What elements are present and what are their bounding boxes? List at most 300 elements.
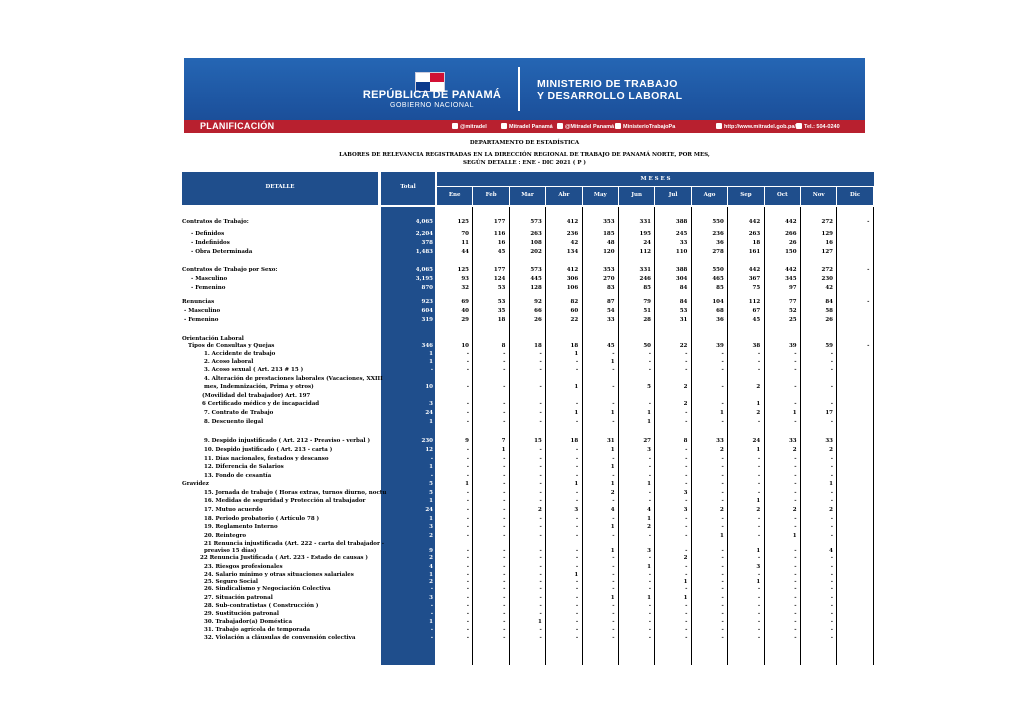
cell-ago: - — [721, 603, 724, 609]
cell-ene: 125 — [457, 267, 469, 273]
table-row — [182, 480, 874, 488]
cell-feb: - — [503, 564, 506, 570]
cell-mar: - — [539, 359, 542, 365]
cell-jun: - — [648, 351, 651, 357]
cell-jul: - — [685, 516, 688, 522]
table-row — [182, 218, 874, 226]
row-total: 1,483 — [415, 249, 433, 255]
cell-nov: 4 — [829, 548, 833, 554]
cell-nov: 84 — [825, 299, 833, 305]
row-label: 20. Reintegro — [204, 533, 247, 539]
cell-jul: - — [685, 635, 688, 641]
cell-may: - — [612, 555, 615, 561]
social-link-twitter[interactable] — [452, 123, 487, 130]
cell-mar: - — [539, 410, 542, 416]
cell-mar: - — [539, 635, 542, 641]
row-total: 1 — [429, 419, 433, 425]
cell-nov: 1 — [829, 481, 833, 487]
cell-oct: - — [794, 464, 797, 470]
row-label: 22 Renuncia Justificada ( Art. 223 - Estado de causas ) — [200, 555, 369, 561]
cell-jul: 84 — [679, 285, 688, 291]
table-row — [182, 506, 874, 514]
cell-jun: 4 — [647, 507, 651, 513]
cell-may: 270 — [603, 276, 615, 282]
cell-oct: 33 — [788, 438, 797, 444]
cell-sep: 75 — [752, 285, 761, 291]
table-row — [182, 239, 874, 247]
cell-ene: - — [466, 619, 469, 625]
cell-jun: 195 — [639, 231, 651, 237]
cell-jun: - — [648, 367, 651, 373]
cell-ago: - — [721, 498, 724, 504]
cell-jul: - — [685, 548, 688, 554]
row-total: - — [430, 367, 433, 373]
cell-feb: - — [503, 635, 506, 641]
cell-mar: 573 — [530, 267, 542, 273]
month-header-ene — [437, 187, 472, 205]
cell-ene: - — [466, 555, 469, 561]
cell-jul: - — [685, 572, 688, 578]
cell-ene: - — [466, 498, 469, 504]
cell-may: 83 — [606, 285, 615, 291]
cell-feb: 7 — [501, 438, 506, 444]
cell-abr: - — [575, 603, 579, 609]
cell-feb: - — [503, 524, 506, 530]
cell-may: 1 — [610, 447, 615, 453]
cell-jul: 53 — [679, 308, 688, 314]
cell-mar: 15 — [534, 438, 542, 444]
row-label: 24. Salario mínimo y otras situaciones salariales — [204, 572, 354, 578]
cell-nov: - — [830, 524, 833, 530]
cell-oct: - — [794, 401, 797, 407]
cell-jun: 1 — [647, 410, 651, 416]
cell-oct: 77 — [788, 299, 797, 305]
month-header-label: Ene — [448, 192, 461, 198]
cell-nov: 17 — [825, 410, 833, 416]
cell-feb: 177 — [493, 219, 506, 225]
table-row — [182, 400, 874, 408]
cell-ene: - — [466, 473, 469, 479]
cell-oct: - — [794, 635, 797, 641]
cell-ago: - — [721, 464, 724, 470]
cell-mar: 202 — [530, 249, 542, 255]
row-label: Gravidez — [182, 481, 209, 487]
row-total: 12 — [425, 447, 433, 453]
months-header-label: M E S E S — [640, 176, 671, 182]
cell-abr: 1 — [574, 351, 579, 357]
row-total: 346 — [421, 343, 433, 349]
row-label: - Obra Determinada — [191, 249, 253, 255]
cell-sep: 1 — [756, 447, 761, 453]
cell-sep: - — [757, 586, 761, 592]
cell-sep: - — [757, 464, 761, 470]
cell-abr: 106 — [566, 285, 579, 291]
cell-ago: 68 — [716, 308, 724, 314]
cell-ago: - — [721, 564, 724, 570]
ministry-title-line2: Y DESARROLLO LABORAL — [537, 90, 683, 102]
cell-jul: - — [685, 498, 688, 504]
row-total: 604 — [421, 308, 433, 314]
cell-mar: - — [539, 572, 542, 578]
row-total: 10 — [425, 384, 433, 390]
cell-ago: 2 — [719, 447, 724, 453]
cell-nov: - — [830, 384, 833, 390]
row-label: 7. Contrato de Trabajo — [204, 410, 274, 416]
row-label: Contratos de Trabajo: — [182, 219, 249, 225]
cell-may: - — [612, 635, 615, 641]
cell-jun: - — [648, 572, 651, 578]
cell-oct: 39 — [788, 343, 797, 349]
social-link-facebook[interactable] — [501, 123, 553, 130]
cell-feb: - — [503, 384, 506, 390]
row-label: Contratos de Trabajo por Sexo: — [182, 267, 278, 273]
cell-oct: - — [794, 419, 797, 425]
month-header-jun — [619, 187, 654, 205]
cell-sep: 45 — [752, 317, 761, 323]
cell-oct: 52 — [788, 308, 797, 314]
cell-nov: - — [830, 359, 833, 365]
row-total: - — [430, 627, 433, 633]
cell-ene: 10 — [461, 343, 469, 349]
cell-ene: - — [466, 635, 469, 641]
cell-abr: 306 — [566, 276, 579, 282]
cell-may: - — [612, 456, 615, 462]
cell-sep: 442 — [748, 267, 761, 273]
cell-jun: 24 — [643, 240, 651, 246]
cell-may: - — [612, 564, 615, 570]
row-label: 30. Trabajador(a) Doméstica — [204, 619, 293, 625]
cell-sep: 1 — [756, 579, 761, 585]
cell-jul: 2 — [683, 555, 688, 561]
cell-ago: - — [721, 524, 724, 530]
cell-jul: 1 — [683, 579, 688, 585]
cell-nov: - — [830, 572, 833, 578]
social-link-youtube[interactable] — [615, 123, 675, 130]
row-label: 28. Sub-contratistas ( Construcción ) — [204, 603, 319, 609]
cell-oct: - — [794, 627, 797, 633]
table-row — [182, 626, 874, 634]
cell-mar: - — [539, 401, 542, 407]
cell-may: 4 — [610, 507, 615, 513]
row-total: - — [430, 635, 433, 641]
cell-ene: 11 — [461, 240, 469, 246]
table-row — [182, 248, 874, 256]
cell-feb: - — [503, 586, 506, 592]
table-row — [182, 350, 874, 358]
cell-feb: - — [503, 498, 506, 504]
cell-mar: - — [539, 579, 542, 585]
cell-ago: 550 — [712, 267, 724, 273]
cell-nov: - — [830, 555, 833, 561]
cell-mar: 66 — [534, 308, 542, 314]
cell-nov: - — [830, 586, 833, 592]
table-row — [182, 230, 874, 238]
row-total: 1 — [429, 359, 433, 365]
row-total: 870 — [421, 285, 433, 291]
cell-sep: - — [757, 627, 761, 633]
row-label: 11. Días nacionales, festados y descanso — [204, 456, 329, 462]
cell-jun: - — [648, 359, 651, 365]
cell-mar: - — [539, 498, 542, 504]
social-link-label: http://www.mitradel.gob.pa/ — [724, 124, 796, 130]
table-row — [182, 307, 874, 315]
row-label: 16. Medidas de seguridad y Protección al trabajador — [204, 498, 366, 504]
cell-nov: 129 — [821, 231, 833, 237]
row-total: 3,195 — [415, 276, 433, 282]
cell-nov: - — [830, 367, 833, 373]
cell-jul: 3 — [683, 507, 688, 513]
cell-may: - — [612, 367, 615, 373]
row-total: 1 — [429, 572, 433, 578]
cell-ago: 1 — [719, 533, 724, 539]
cell-nov: - — [830, 473, 833, 479]
cell-may: 45 — [606, 343, 615, 349]
cell-mar: 2 — [537, 507, 542, 513]
cell-feb: - — [503, 611, 506, 617]
cell-may: - — [612, 351, 615, 357]
cell-jul: - — [685, 447, 688, 453]
cell-abr: 22 — [570, 317, 579, 323]
cell-nov: - — [830, 627, 833, 633]
cell-abr: 236 — [566, 231, 579, 237]
social-link-phone[interactable] — [796, 123, 840, 130]
cell-feb: - — [503, 473, 506, 479]
cell-sep: - — [757, 603, 761, 609]
cell-ene: - — [466, 410, 469, 416]
cell-ago: 550 — [712, 219, 724, 225]
cell-feb: - — [503, 548, 506, 554]
cell-nov: - — [830, 464, 833, 470]
cell-dic: - — [867, 267, 870, 273]
cell-oct: - — [794, 359, 797, 365]
cell-abr: - — [575, 447, 579, 453]
table-row — [182, 532, 874, 540]
cell-abr: 42 — [570, 240, 579, 246]
cell-mar: 1 — [537, 619, 542, 625]
cell-abr: - — [575, 555, 579, 561]
cell-oct: 345 — [785, 276, 797, 282]
header-divider — [518, 67, 520, 111]
cell-abr: 1 — [574, 572, 579, 578]
cell-jul: 22 — [679, 343, 688, 349]
cell-sep: 1 — [756, 548, 761, 554]
cell-jul: 8 — [683, 438, 688, 444]
table-row — [182, 316, 874, 324]
row-label: (Movilidad del trabajador) Art. 197 — [202, 393, 311, 399]
cell-nov: - — [830, 351, 833, 357]
cell-may: 31 — [606, 438, 615, 444]
cell-ago: - — [721, 367, 724, 373]
cell-oct: - — [794, 384, 797, 390]
table-row — [182, 437, 874, 445]
table-row — [182, 523, 874, 531]
cell-mar: - — [539, 384, 542, 390]
cell-may: 1 — [610, 481, 615, 487]
month-header-label: Ago — [703, 192, 716, 198]
cell-oct: 2 — [792, 447, 797, 453]
cell-sep: - — [757, 611, 761, 617]
cell-may: - — [612, 498, 615, 504]
social-link-label: @mitradel — [460, 124, 487, 130]
row-label: 29. Sustitución patronal — [204, 611, 279, 617]
cell-sep: 38 — [752, 343, 761, 349]
row-label: - Indefinidos — [191, 240, 230, 246]
section-title: PLANIFICACIÓN — [200, 121, 275, 131]
government-subtitle: GOBIERNO NACIONAL — [390, 102, 474, 109]
social-link-instagram[interactable] — [557, 123, 614, 130]
cell-sep: 112 — [748, 299, 761, 305]
table-row — [182, 284, 874, 292]
report-title-line2: SEGÚN DETALLE : ENE - DIC 2021 ( P ) — [463, 160, 586, 166]
cell-ene: 125 — [457, 219, 469, 225]
cell-jul: - — [685, 564, 688, 570]
table-row — [182, 266, 874, 274]
cell-abr: 60 — [570, 308, 579, 314]
cell-ago: - — [721, 572, 724, 578]
cell-abr: 1 — [574, 410, 579, 416]
table-row — [182, 358, 874, 366]
cell-may: 1 — [610, 410, 615, 416]
cell-ene: - — [466, 564, 469, 570]
cell-ene: - — [466, 401, 469, 407]
cell-mar: - — [539, 464, 542, 470]
cell-jun: 246 — [639, 276, 651, 282]
cell-sep: 18 — [752, 240, 761, 246]
row-total: 2,204 — [415, 231, 433, 237]
cell-feb: - — [503, 619, 506, 625]
cell-jul: - — [685, 533, 688, 539]
cell-ene: 9 — [465, 438, 469, 444]
row-total: 378 — [421, 240, 433, 246]
cell-oct: - — [794, 456, 797, 462]
cell-abr: - — [575, 595, 579, 601]
cell-jul: - — [685, 611, 688, 617]
table-row — [182, 515, 874, 523]
cell-jun: 112 — [639, 249, 651, 255]
month-header-dic — [837, 187, 872, 205]
cell-sep: - — [757, 572, 761, 578]
cell-ago: - — [721, 490, 724, 496]
cell-jun: - — [648, 579, 651, 585]
cell-jul: - — [685, 410, 688, 416]
cell-ago: 1 — [719, 410, 724, 416]
facebook-icon — [501, 123, 507, 129]
cell-feb: - — [503, 595, 506, 601]
cell-nov: 42 — [825, 285, 833, 291]
cell-ene: - — [466, 507, 469, 513]
cell-nov: 272 — [821, 219, 833, 225]
row-total: 1 — [429, 516, 433, 522]
cell-ago: 2 — [719, 507, 724, 513]
cell-may: 1 — [610, 524, 615, 530]
phone-icon — [796, 123, 802, 129]
row-total: 3 — [429, 595, 433, 601]
cell-abr: - — [575, 367, 579, 373]
cell-jul: 388 — [675, 267, 688, 273]
cell-abr: 18 — [570, 343, 579, 349]
cell-ene: - — [466, 464, 469, 470]
cell-feb: 53 — [497, 285, 506, 291]
cell-feb: - — [503, 572, 506, 578]
cell-jun: - — [648, 533, 651, 539]
cell-sep: 442 — [748, 219, 761, 225]
cell-oct: - — [794, 367, 797, 373]
row-total: 2 — [429, 555, 433, 561]
cell-feb: 177 — [493, 267, 506, 273]
cell-nov: - — [830, 611, 833, 617]
cell-mar: - — [539, 447, 542, 453]
cell-sep: - — [757, 595, 761, 601]
cell-abr: - — [575, 490, 579, 496]
row-total: 3 — [429, 401, 433, 407]
table-row — [182, 563, 874, 571]
cell-mar: - — [539, 611, 542, 617]
cell-jul: 245 — [675, 231, 688, 237]
row-label: Tipos de Consultas y Quejas — [188, 343, 275, 349]
cell-sep: 367 — [748, 276, 761, 282]
table-row — [182, 610, 874, 618]
cell-feb: - — [503, 627, 506, 633]
cell-oct: 150 — [785, 249, 797, 255]
cell-sep: - — [757, 490, 761, 496]
cell-jun: - — [648, 619, 651, 625]
cell-nov: 272 — [821, 267, 833, 273]
cell-sep: - — [757, 619, 761, 625]
row-label: 15. Jornada de trabajo ( Horas extras, turnos diurno, noctu — [204, 490, 387, 496]
month-header-jul — [655, 187, 690, 205]
row-total: 2 — [429, 533, 433, 539]
cell-may: - — [612, 603, 615, 609]
cell-abr: - — [575, 456, 579, 462]
cell-nov: 16 — [825, 240, 833, 246]
cell-nov: 59 — [825, 343, 833, 349]
cell-feb: 45 — [497, 249, 506, 255]
cell-oct: - — [794, 579, 797, 585]
cell-oct: - — [794, 603, 797, 609]
cell-ago: 236 — [712, 231, 724, 237]
table-row — [182, 298, 874, 306]
cell-ago: - — [721, 595, 724, 601]
cell-jul: - — [685, 619, 688, 625]
row-label: 23. Riesgos profesionales — [204, 564, 283, 570]
row-label: 4. Alteración de prestaciones laborales (Vacaciones, XXIII — [204, 376, 383, 382]
cell-ene: 1 — [465, 481, 469, 487]
cell-mar: 573 — [530, 219, 542, 225]
cell-ene: - — [466, 579, 469, 585]
month-header-label: Jun — [631, 192, 642, 198]
twitter-icon — [452, 123, 458, 129]
social-link-web[interactable] — [716, 123, 796, 130]
cell-abr: 1 — [574, 481, 579, 487]
table-row — [182, 554, 874, 562]
cell-ago: - — [721, 579, 724, 585]
row-total: 923 — [421, 299, 433, 305]
cell-jun: 50 — [643, 343, 651, 349]
cell-sep: - — [757, 524, 761, 530]
cell-mar: - — [539, 419, 542, 425]
months-group-header — [437, 172, 874, 186]
cell-nov: - — [830, 401, 833, 407]
cell-ago: - — [721, 456, 724, 462]
cell-jun: - — [648, 627, 651, 633]
cell-oct: 97 — [788, 285, 797, 291]
cell-abr: - — [575, 401, 579, 407]
youtube-icon — [615, 123, 621, 129]
cell-feb: - — [503, 481, 506, 487]
cell-feb: 16 — [497, 240, 506, 246]
cell-ene: - — [466, 456, 469, 462]
cell-nov: 33 — [825, 438, 833, 444]
